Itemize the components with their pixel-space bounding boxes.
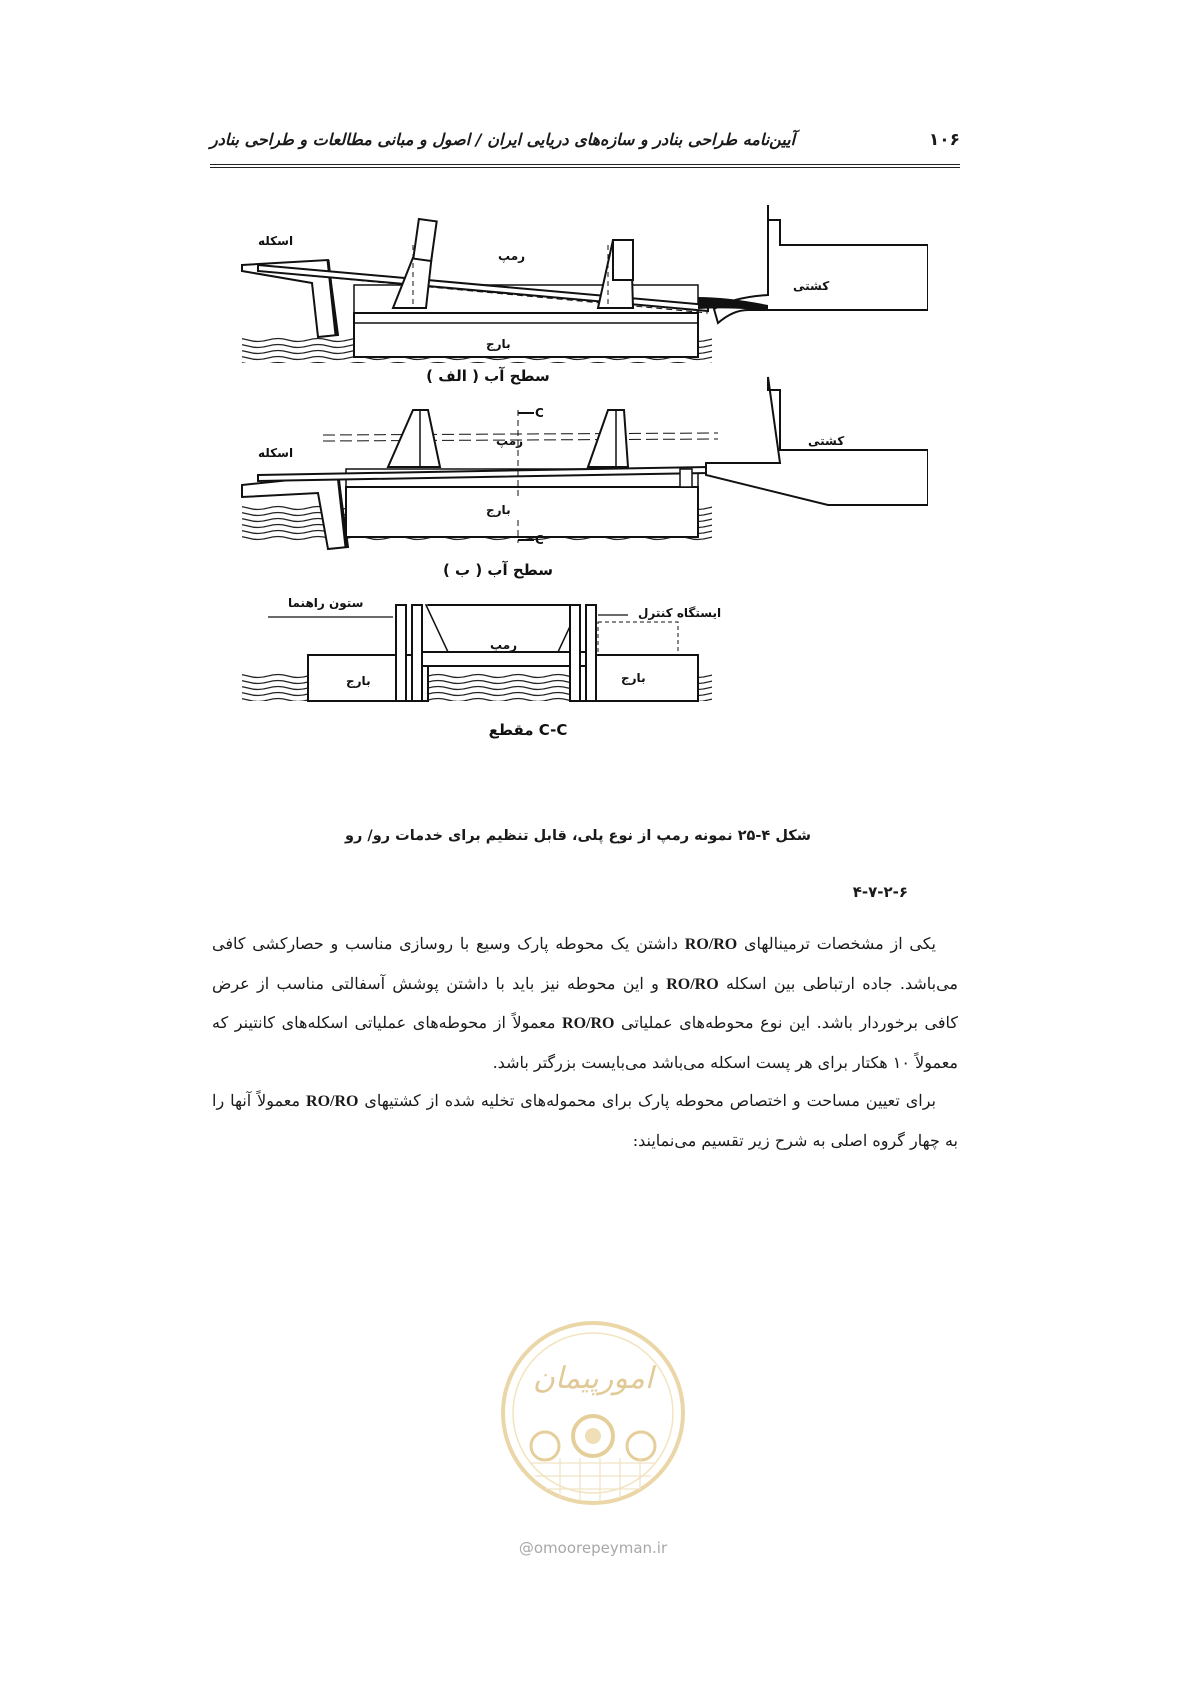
- label-ship-b: کشتی: [808, 434, 845, 448]
- body-text: [212, 925, 958, 1161]
- term-roro: RO/RO: [306, 1093, 359, 1111]
- running-title: آیین‌نامه طراحی بنادر و سازه‌های دریایی ایران / اصول و مبانی مطالعات و طراحی بنادر: [210, 130, 796, 149]
- panel-b-title: سطح آب ( ب ): [442, 561, 554, 579]
- control-station: [598, 622, 678, 655]
- label-ramp-c: رمپ: [490, 638, 518, 652]
- panel-a: [242, 205, 928, 385]
- label-ramp-b: رمپ: [496, 434, 524, 448]
- term-roro: RO/RO: [562, 1015, 615, 1033]
- ramp-c: [413, 652, 593, 666]
- paragraph-2: برای تعیین مساحت و اختصاص محوطه پارک برای محموله‌های تخلیه شده از کشتیهای RO/RO معمولاً آنها را به چهار گروه اصلی به شرح زیر تقسیم می‌نمایند:: [212, 1091, 958, 1150]
- label-barge-a: بارج: [486, 337, 511, 351]
- section-mark-top: C: [535, 406, 544, 420]
- guide-column-left: [396, 605, 406, 701]
- watermark-url: @omoorepeyman.ir: [518, 1539, 668, 1557]
- section-number: ۴-۷-۲-۶: [852, 883, 908, 901]
- tower-b2: [588, 410, 628, 467]
- label-jetty-a: اسکله: [258, 234, 294, 248]
- panel-a-title: سطح آب ( الف ): [426, 367, 550, 385]
- panel-c: [242, 596, 721, 739]
- label-ship-a: کشتی: [793, 279, 830, 293]
- watermark-logo: [490, 1318, 696, 1508]
- tower-b1: [388, 410, 440, 467]
- page-number: ۱۰۶: [928, 130, 960, 150]
- label-control-station: ایستگاه کنترل: [638, 606, 722, 620]
- label-barge-b: بارج: [486, 503, 511, 517]
- panel-b: [242, 377, 928, 579]
- panel-c-title: مقطع C-C: [488, 721, 568, 739]
- section-mark-bottom: C: [535, 533, 544, 547]
- label-guide-column: ستون راهنما: [288, 596, 364, 610]
- watermark-logo-text: امورپیمان: [532, 1361, 654, 1396]
- label-barge-c-left: بارج: [346, 674, 371, 688]
- ramp-diagram: [228, 205, 928, 805]
- paragraph-1: یکی از مشخصات ترمینالهای RO/RO داشتن یک محوطه پارک وسیع با روسازی مناسب و حصارکشی کافی می‌باشد. جاده ارتباطی بین اسکله RO/RO و این محوطه نیز باید با داشتن پوشش آسفالتی مناسب از عرض کافی برخوردار باشد. این نوع محوطه‌های عملیاتی RO/RO معمولاً از محوطه‌های عملیاتی اسکله‌های کانتینر که معمولاً ۱۰ هکتار برای هر پست اسکله می‌باشد می‌بایست بزرگتر باشد.: [212, 934, 959, 1072]
- term-roro: RO/RO: [666, 975, 719, 993]
- label-ramp-a: رمپ: [498, 249, 526, 263]
- page-header: [210, 130, 960, 164]
- term-roro: RO/RO: [684, 936, 738, 953]
- ramp-figure: [228, 205, 928, 805]
- label-barge-c-right: بارج: [621, 671, 646, 685]
- label-jetty-b: اسکله: [258, 446, 294, 460]
- figure-caption: شکل ۴-۲۵ نمونه رمپ از نوع پلی، قابل تنظیم برای خدمات رو/ رو: [345, 828, 811, 844]
- header-rule: [210, 164, 960, 168]
- guide-column-right: [570, 605, 580, 701]
